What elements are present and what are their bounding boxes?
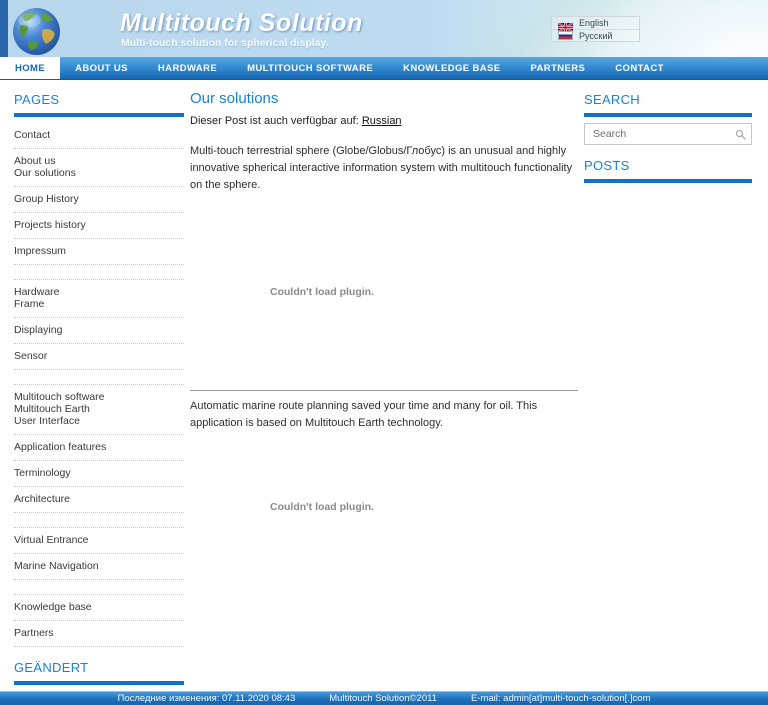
- language-switcher: [551, 16, 640, 42]
- sidebar-link-partners[interactable]: Partners: [14, 627, 54, 639]
- plugin-error-text: Couldn't load plugin.: [270, 286, 374, 298]
- sidebar-link-sensor[interactable]: Sensor: [14, 350, 48, 362]
- nav-item-about-us[interactable]: ABOUT US: [75, 62, 128, 74]
- site-subtitle: Multi-touch solution for spherical display.: [121, 37, 329, 49]
- sidebar-link-knowledge-base[interactable]: Knowledge base: [14, 601, 92, 613]
- uk-flag-icon: [558, 19, 573, 28]
- changed-heading-bar: [14, 681, 184, 685]
- main-nav: [0, 57, 768, 80]
- content-divider: [190, 390, 578, 391]
- pages-group-spacer: [14, 580, 184, 595]
- sidebar-link-group-history[interactable]: Group History: [14, 193, 79, 205]
- nav-item-knowledge-base[interactable]: KNOWLEDGE BASE: [403, 62, 501, 74]
- sidebar-link-about-us[interactable]: About us: [14, 155, 56, 167]
- site-title: Multitouch Solution: [120, 9, 363, 37]
- russian-version-link[interactable]: Russian: [361, 115, 402, 127]
- footer-bar: [0, 691, 768, 705]
- pages-group: [14, 595, 184, 621]
- pages-group: [14, 280, 184, 318]
- pages-group: [14, 487, 184, 513]
- site-header: [0, 0, 768, 57]
- pages-group-spacer: [14, 265, 184, 280]
- pages-group: [14, 554, 184, 580]
- plugin-placeholder-globe: [190, 194, 578, 390]
- language-label: Русский: [579, 30, 613, 41]
- language-option-ru[interactable]: [552, 29, 639, 41]
- intro-paragraph: Multi-touch terrestrial sphere (Globe/Globus/Глобус) is an unusual and highly innovative spherical interactive information system with multitouch functionality on the sphere.: [190, 145, 573, 191]
- nav-item-partners[interactable]: PARTNERS: [530, 62, 586, 74]
- right-sidebar: [584, 90, 752, 562]
- language-notice-text: Dieser Post ist auch verfügbar auf:: [190, 115, 362, 127]
- pages-group-spacer: [14, 513, 184, 528]
- posts-heading: POSTS: [584, 158, 630, 173]
- footer-text: Последние изменения: 07.11.2020 08:43: [117, 693, 296, 704]
- changed-heading: GEÄNDERT: [14, 660, 89, 675]
- ru-flag-icon: [558, 31, 573, 40]
- pages-group: [14, 385, 184, 435]
- globe-logo-icon: [12, 7, 61, 56]
- pages-group: [14, 213, 184, 239]
- nav-item-hardware[interactable]: HARDWARE: [157, 62, 218, 74]
- language-option-en[interactable]: [552, 17, 639, 29]
- marine-paragraph: Automatic marine route planning saved your time and many for oil. This application is based on Multitouch Earth technology.: [190, 400, 538, 429]
- sidebar-link-hardware[interactable]: Hardware: [14, 286, 60, 298]
- sidebar-link-projects-history[interactable]: Projects history: [14, 219, 86, 231]
- sidebar-link-displaying[interactable]: Displaying: [14, 324, 63, 336]
- search-widget: [584, 123, 752, 145]
- pages-group: [14, 528, 184, 554]
- pages-group: [14, 149, 184, 187]
- footer-text: Multitouch Solution©2011: [329, 693, 437, 704]
- nav-item-multitouch-software[interactable]: MULTITOUCH SOFTWARE: [247, 62, 374, 74]
- sidebar-link-virtual-entrance[interactable]: Virtual Entrance: [14, 534, 89, 546]
- footer-text: E-mail: admin[at]multi-touch-solution[.]com: [470, 693, 651, 704]
- sidebar-link-terminology[interactable]: Terminology: [14, 467, 71, 479]
- sidebar-link-impressum[interactable]: Impressum: [14, 245, 66, 257]
- plugin-placeholder-marine: [190, 432, 578, 582]
- pages-group-spacer: [14, 370, 184, 385]
- pages-heading: PAGES: [14, 92, 60, 107]
- sidebar-link-our-solutions[interactable]: Our solutions: [14, 167, 76, 179]
- sidebar-link-marine-navigation[interactable]: Marine Navigation: [14, 560, 99, 572]
- nav-item-contact[interactable]: CONTACT: [615, 62, 664, 74]
- pages-heading-bar: [14, 113, 184, 117]
- sidebar-link-multitouch-software[interactable]: Multitouch software: [14, 391, 105, 403]
- language-label: English: [579, 18, 609, 28]
- pages-group: [14, 239, 184, 265]
- pages-group: [14, 123, 184, 149]
- search-input[interactable]: [584, 123, 752, 145]
- pages-group: [14, 461, 184, 487]
- sidebar-link-contact[interactable]: Contact: [14, 129, 51, 141]
- sidebar-link-application-features[interactable]: Application features: [14, 441, 107, 453]
- search-heading-bar: [584, 113, 752, 117]
- sidebar-link-user-interface[interactable]: User Interface: [14, 415, 80, 427]
- main-column: [190, 90, 578, 562]
- pages-group: [14, 435, 184, 461]
- sidebar-link-frame[interactable]: Frame: [14, 298, 45, 310]
- pages-group: [14, 187, 184, 213]
- sidebar-link-multitouch-earth[interactable]: Multitouch Earth: [14, 403, 90, 415]
- content-area: [0, 80, 768, 675]
- sidebar-link-architecture[interactable]: Architecture: [14, 493, 71, 505]
- pages-group: [14, 318, 184, 344]
- pages-group: [14, 621, 184, 647]
- language-notice: [190, 115, 578, 127]
- search-heading: SEARCH: [584, 92, 640, 107]
- plugin-error-text: Couldn't load plugin.: [270, 501, 374, 513]
- search-icon[interactable]: [736, 130, 743, 137]
- posts-heading-bar: [584, 179, 752, 183]
- nav-item-home[interactable]: HOME: [0, 57, 60, 79]
- page-title: Our solutions: [190, 90, 279, 107]
- left-sidebar: [14, 90, 184, 675]
- pages-list: [14, 123, 184, 647]
- pages-group: [14, 344, 184, 370]
